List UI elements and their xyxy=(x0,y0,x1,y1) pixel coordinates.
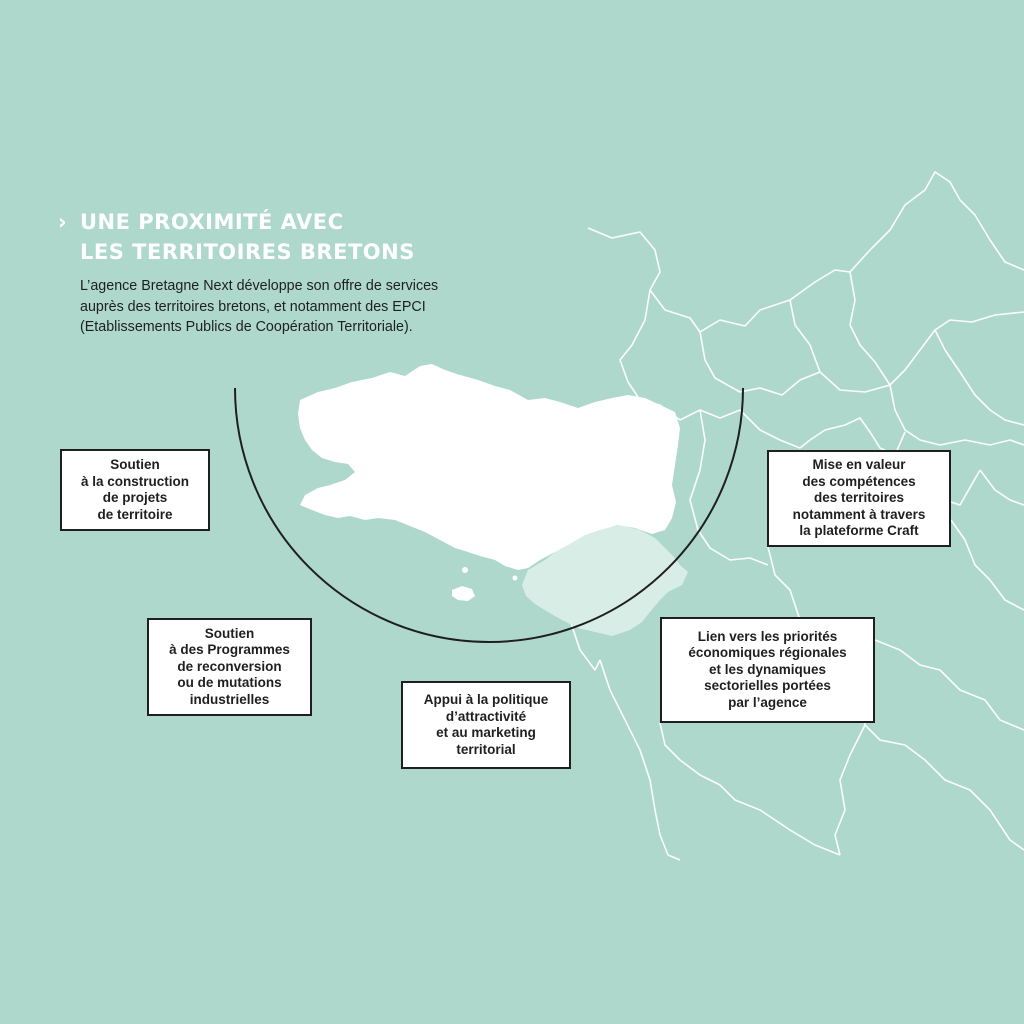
heading-line-1: UNE PROXIMITÉ AVEC xyxy=(80,210,344,234)
service-box-industrial-programs: Soutien à des Programmes de reconversion ou de mutations industrielles xyxy=(147,618,312,716)
belle-ile xyxy=(452,586,475,601)
service-box-economic-priorities: Lien vers les priorités économiques régionales et les dynamiques sectorielles portées par l’agence xyxy=(660,617,875,723)
chevron-right-icon: › xyxy=(58,210,68,234)
service-box-craft-platform: Mise en valeur des compétences des territoires notamment à travers la plateforme Craft xyxy=(767,450,951,547)
intro-paragraph: L’agence Bretagne Next développe son offre de services auprès des territoires bretons, et notamment des EPCI (Etablissements Publics de Coopération Territoriale). xyxy=(80,278,439,335)
service-box-attractiveness: Appui à la politique d’attractivité et au marketing territorial xyxy=(401,681,571,769)
islet xyxy=(513,576,518,581)
section-heading xyxy=(58,207,415,267)
service-box-territory-projects: Soutien à la construction de projets de territoire xyxy=(60,449,210,531)
heading-line-2: LES TERRITOIRES BRETONS xyxy=(80,240,415,264)
islet xyxy=(462,567,468,573)
